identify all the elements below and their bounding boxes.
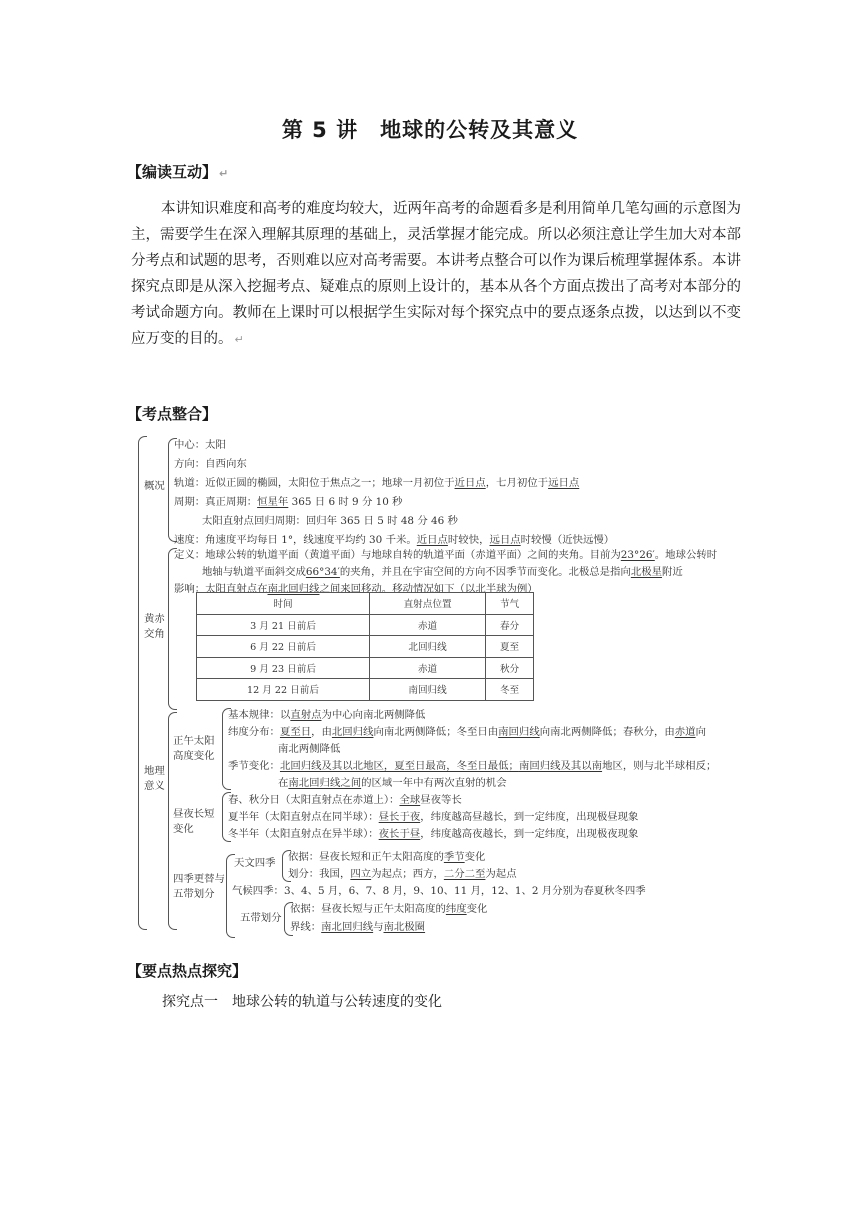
category-obliquity: 黄赤 交角 (144, 613, 165, 640)
category-meaning: 地理 意义 (144, 765, 165, 792)
overview-brace (168, 438, 177, 542)
table-cell: 6 月 22 日前后 (197, 636, 370, 658)
concept-map (138, 432, 738, 937)
intro-paragraph: 本讲知识难度和高考的难度均较大，近两年高考的命题看多是利用简单几笔勾画的示意图为主，需要学生在深入理解其原理的基础上，灵活掌握才能完成。所以必须注意让学生加大对本部分考点和试题的思考，否则难以应对高考需要。本讲考点整合可以作为课后梳理掌握体系。本讲探究点即是从深入挖掘考点、疑难点的原则上设计的，基本从各个方面点拨出了高考对本部分的考试命题方向。教师在上课时可以根据学生实际对每个探究点中的要点逐条点拨，以达到以不变应万变的目的。 ↵ (131, 201, 741, 347)
noon-seasonal-change: 季节变化：北回归线及其以北地区，夏至日最高，冬至日最低；南回归线及其以南地区，则与北半球相反； (228, 760, 717, 772)
table-row (197, 614, 534, 636)
overview-speed: 速度：角速度平均每日 1°，线速度平均约 30 千米。近日点时较快，远日点时较慢（近快远慢） (174, 534, 615, 546)
table-cell: 赤道 (370, 614, 486, 636)
table-cell: 北回归线 (370, 636, 486, 658)
table-row (197, 679, 534, 701)
category-overview: 概况 (144, 480, 165, 492)
main-brace (138, 436, 147, 930)
table-cell: 南回归线 (370, 679, 486, 701)
table-cell: 3 月 21 日前后 (197, 614, 370, 636)
table-header-cell: 时间 (197, 593, 370, 615)
climatic-seasons: 气候四季：3、4、5 月，6、7、8 月，9、10、11 月，12、1、2 月分别为春夏秋冬四季 (232, 885, 646, 897)
table-cell: 12 月 22 日前后 (197, 679, 370, 701)
obliquity-axis: 地轴与轨道平面斜交成66°34′的夹角，并且在宇宙空间的方向不因季节而变化。北极总是指向北极星附近 (202, 566, 683, 578)
zones-boundaries: 界线：南北回归线与南北极圈 (290, 921, 426, 933)
page-title: 第 5 讲 地球的公转及其意义 (281, 118, 579, 142)
table-cell: 春分 (486, 614, 534, 636)
noon-latitude-distribution: 纬度分布：夏至日，由北回归线向南北两侧降低；冬至日由南回归线向南北两侧降低；春秋分，由赤道向 (228, 726, 706, 738)
obliquity-effect: 影响：太阳直射点在南北回归线之间来回移动。移动情况如下（以北半球为例） (174, 583, 538, 595)
astronomical-basis: 依据：昼夜长短和正午太阳高度的季节变化 (288, 851, 486, 863)
table-cell: 夏至 (486, 636, 534, 658)
table-row (197, 657, 534, 679)
inquiry-point-one: 探究点一 地球公转的轨道与公转速度的变化 (162, 994, 442, 1010)
overview-center: 中心：太阳 (174, 439, 226, 451)
table-cell: 9 月 23 日前后 (197, 657, 370, 679)
section-heading-key-points: 【考点整合】 (127, 405, 218, 423)
obliquity-brace (168, 548, 177, 710)
overview-direction: 方向：自西向东 (174, 458, 247, 470)
noon-basic-rule: 基本规律：以直射点为中心向南北两侧降低 (228, 709, 426, 721)
day-length-label: 昼夜长短 变化 (173, 808, 215, 835)
section-heading-inquiry: 【要点热点探究】 (127, 962, 248, 980)
astronomical-seasons-label: 天文四季 (234, 857, 276, 869)
summer-half-rule: 夏半年（太阳直射点在同半球）：昼长于夜，纬度越高昼越长，到一定纬度，出现极昼现象 (228, 811, 639, 823)
table-cell: 秋分 (486, 657, 534, 679)
five-zones-label: 五带划分 (240, 912, 282, 924)
overview-tropical-period: 太阳直射点回归周期：回归年 365 日 5 时 48 分 46 秒 (202, 515, 458, 527)
subsolar-table (196, 592, 534, 701)
table-cell: 冬至 (486, 679, 534, 701)
table-header-cell: 节气 (486, 593, 534, 615)
winter-half-rule: 冬半年（太阳直射点在异半球）：夜长于昼，纬度越高夜越长，到一定纬度，出现极夜现象 (228, 828, 639, 840)
table-header-row (197, 593, 534, 615)
section-heading-reading: 【编读互动】 ↵ (127, 163, 229, 181)
astronomical-division: 划分：我国，四立为起点；西方，二分二至为起点 (288, 868, 517, 880)
noon-latitude-continued: 南北两侧降低 (278, 743, 341, 755)
seasons-zones-label: 四季更替与 五带划分 (173, 873, 225, 900)
zones-basis: 依据：昼夜长短与正午太阳高度的纬度变化 (290, 903, 488, 915)
noon-seasonal-continued: 在南北回归线之间的区域一年中有两次直射的机会 (278, 777, 507, 789)
overview-orbit: 轨道：近似正圆的椭圆，太阳位于焦点之一；地球一月初位于近日点，七月初位于远日点 (174, 477, 580, 489)
table-header-cell: 直射点位置 (370, 593, 486, 615)
table-row (197, 636, 534, 658)
noon-height-label: 正午太阳 高度变化 (173, 735, 215, 762)
table-cell: 赤道 (370, 657, 486, 679)
overview-period: 周期：真正周期：恒星年 365 日 6 时 9 分 10 秒 (174, 496, 403, 508)
obliquity-definition: 定义：地球公转的轨道平面（黄道平面）与地球自转的轨道平面（赤道平面）之间的夹角。目前为23°26′。地球公转时 (174, 549, 718, 561)
equinox-rule: 春、秋分日（太阳直射点在赤道上）：全球昼夜等长 (228, 794, 462, 806)
